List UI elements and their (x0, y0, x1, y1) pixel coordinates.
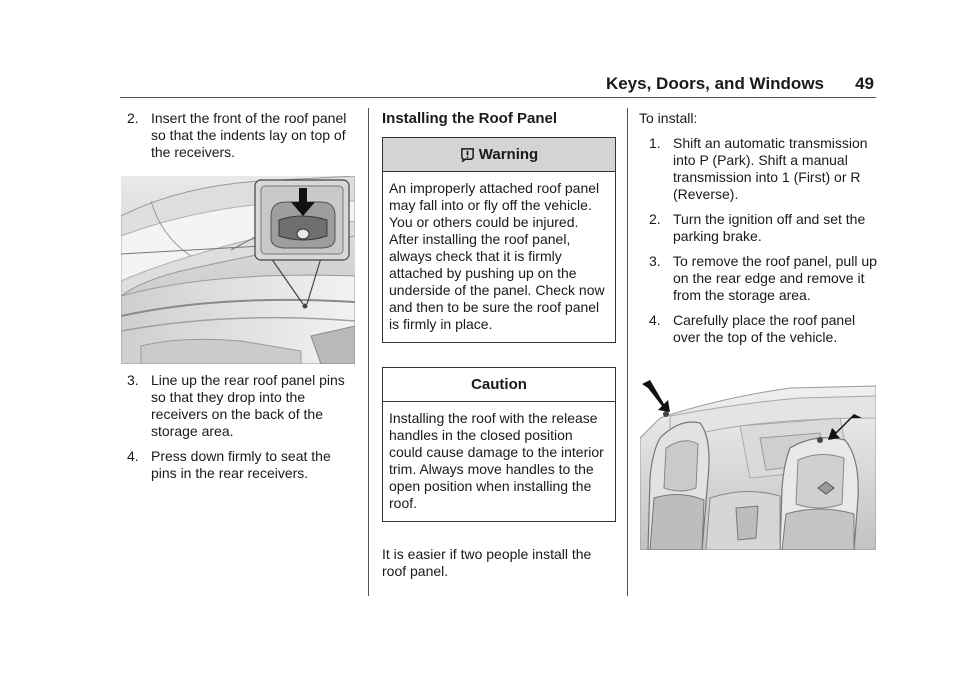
step-number: 1. (649, 135, 661, 151)
step-text: Turn the ignition off and set the parking brake. (673, 211, 866, 244)
caution-text: Installing the roof with the release handles in the closed position could cause damage to the interior trim. Always move handles to the open position when installing the roof. (389, 410, 604, 511)
step-item (649, 312, 879, 346)
section-title: Installing the Roof Panel (382, 110, 558, 127)
column-2 (382, 110, 616, 580)
column-divider-1 (368, 108, 369, 596)
intro-text: To install: (639, 110, 698, 126)
step-item (649, 211, 879, 245)
step-text: Line up the rear roof panel pins so that they drop into the receivers on the back of the storage area. (151, 372, 345, 439)
step-item (127, 448, 359, 482)
column-divider-2 (627, 108, 628, 596)
step-item (649, 135, 879, 203)
warning-box (382, 137, 616, 343)
interior-seats-illustration (640, 378, 876, 550)
step-text: Carefully place the roof panel over the top of the vehicle. (673, 312, 856, 345)
warning-text: An improperly attached roof panel may fall into or fly off the vehicle. You or others could be injured. After installing the roof panel, always check that it is firmly attached by pushing up on the underside of the panel. Check now and then to be sure the roof panel is firmly in place. (389, 180, 605, 332)
step-text: Shift an automatic transmission into P (Park). Shift a manual transmission into 1 (First) or R (Reverse). (673, 135, 868, 202)
step-number: 2. (127, 110, 139, 126)
step-text: To remove the roof panel, pull up on the rear edge and remove it from the storage area. (673, 253, 877, 303)
body-paragraph: It is easier if two people install the roof panel. (382, 546, 592, 579)
step-number: 4. (649, 312, 661, 328)
caution-title: Caution (471, 376, 527, 393)
step-number: 3. (127, 372, 139, 388)
chapter-title: Keys, Doors, and Windows (605, 74, 824, 93)
step-item (127, 110, 359, 161)
page-header (120, 70, 876, 98)
step-text: Press down firmly to seat the pins in the rear receivers. (151, 448, 331, 481)
column-3 (639, 110, 879, 354)
step-number: 3. (649, 253, 661, 269)
caution-box (382, 367, 616, 522)
warning-header (383, 138, 615, 172)
step-item (127, 372, 359, 440)
step-number: 4. (127, 448, 139, 464)
step-text: Insert the front of the roof panel so that the indents lay on top of the receivers. (151, 110, 347, 160)
step-item (649, 253, 879, 304)
step-number: 2. (649, 211, 661, 227)
warning-title: Warning (478, 146, 539, 163)
warning-icon (460, 147, 475, 162)
rear-receiver-illustration (121, 176, 355, 364)
header-rule (120, 97, 876, 98)
page-number: 49 (855, 74, 874, 93)
caution-header (383, 368, 615, 402)
